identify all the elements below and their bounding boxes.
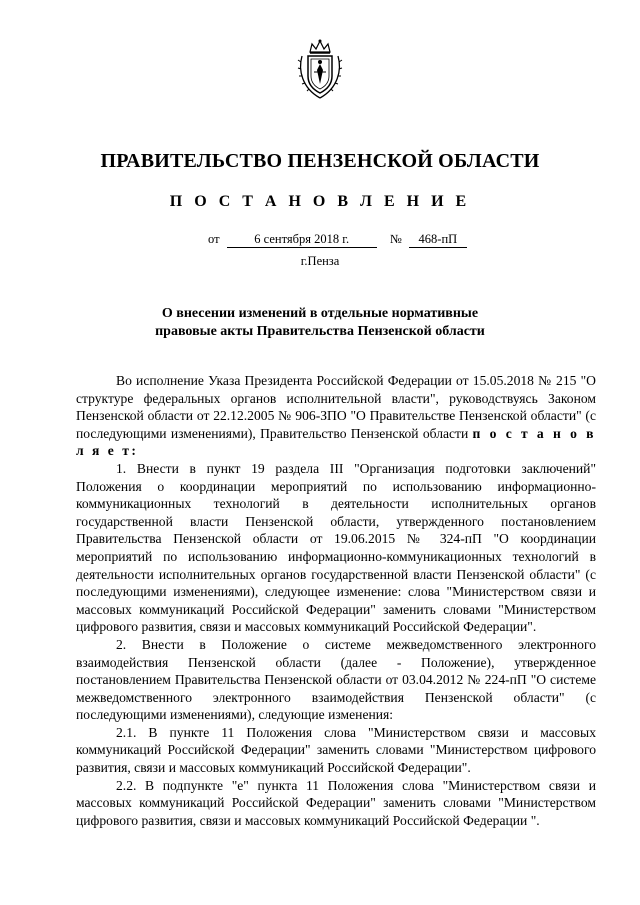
decree-body bbox=[76, 372, 596, 829]
decree-meta bbox=[208, 232, 467, 248]
city-label: г.Пенза bbox=[300, 254, 340, 268]
decree-subject bbox=[0, 305, 640, 341]
paragraph-1: 1. Внести в пункт 19 раздела III "Организация подготовки заключений" Положения о координации мероприятий по использованию информационно-коммуникационных технологий в деятельности исполнительных органов государственной власти Пензенской области, утвержденного постановлением Правительства Пензенской области от 19.06.2015 № 324-пП "О координации мероприятий по использованию информационно-коммуникационных технологий в деятельности исполнительных органов государственной власти Пензенской области" (с последующими изменениями), следующее изменение: слова "Министерством связи и массовых коммуникаций Российской Федерации" заменить словами "Министерством цифрового развития, связи и массовых коммуникаций Российской Федерации". bbox=[76, 460, 596, 635]
subject-line-2: правовые акты Правительства Пензенской области bbox=[155, 324, 485, 339]
number-prefix: № bbox=[389, 232, 402, 246]
intro-text: Во исполнение Указа Президента Российской Федерации от 15.05.2018 № 215 "О структуре федеральных органов исполнительной власти", руководствуясь Законом Пензенской области от 22.12.2005 № 906-ЗПО "О Правительстве Пензенской области" (с последующими изменениями), Правительство Пензенской области bbox=[76, 373, 596, 441]
date-prefix: от bbox=[208, 232, 220, 246]
government-title: ПРАВИТЕЛЬСТВО ПЕНЗЕНСКОЙ ОБЛАСТИ bbox=[100, 150, 540, 172]
subject-line-1: О внесении изменений в отдельные нормативные bbox=[161, 306, 479, 321]
decree-number: 468-пП bbox=[409, 232, 467, 248]
postanovlyaet-word: п о с т а н о в л я е т: bbox=[76, 425, 596, 459]
decree-date: 6 сентября 2018 г. bbox=[227, 232, 377, 248]
paragraph-2: 2. Внести в Положение о системе межведомственного электронного взаимодействия Пензенской области (далее - Положение), утвержденное постановлением Правительства Пензенской области от 03.04.2012 № 224-пП "О системе межведомственного электронного взаимодействия Пензенской области" (с последующими изменениями), следующие изменения: bbox=[76, 636, 596, 723]
paragraph-2-2: 2.2. В подпункте "е" пункта 11 Положения слова "Министерством связи и массовых коммуникаций Российской Федерации" заменить словами "Министерством цифрового развития, связи и массовых коммуникаций Российской Федерации ". bbox=[76, 777, 596, 828]
coat-of-arms-icon bbox=[296, 38, 344, 100]
paragraph-2-1: 2.1. В пункте 11 Положения слова "Министерством связи и массовых коммуникаций Российской Федерации" заменить словами "Министерством цифрового развития, связи и массовых коммуникаций Российской Федерации". bbox=[76, 724, 596, 776]
decree-type-title: П О С Т А Н О В Л Е Н И Е bbox=[169, 193, 471, 210]
intro-paragraph bbox=[76, 372, 596, 460]
